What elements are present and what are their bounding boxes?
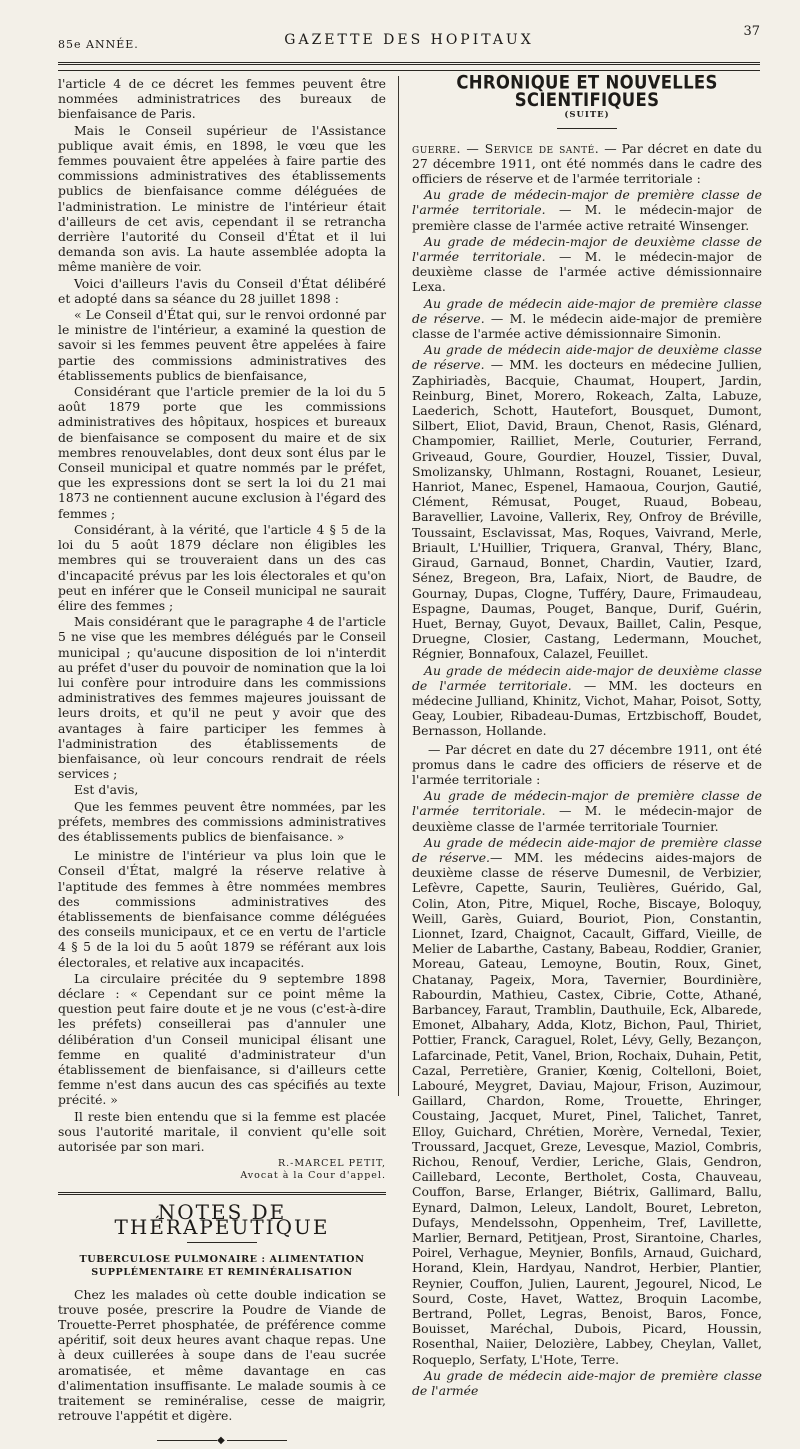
notes-section-title: NOTES DE THÉRAPEUTIQUE	[114, 1200, 330, 1240]
paragraph: Considérant que l'article premier de la loi du 5 août 1879 porte que les commissions administratives des hôpitaux, hospices et bureaux de bienfaisance se composent du maire et de six membres renouvelables, dont deux sont élus par le Conseil municipal et quatre nommés par le préfet, que les expressions dont se sert la loi du 21 mai 1873 ne contiennent aucune exclusion à l'égard des femmes ;	[58, 384, 386, 521]
entry-text: — MM. les docteurs en médecine Julliand, Khinitz, Vichot, Mahar, Poisot, Sotty, Geay, Loubier, Ribadeau-Dumas, Ertzbischoff, Boudet, Bernasson, Hollande.	[412, 677, 762, 739]
author-signature	[58, 1158, 386, 1182]
chronique-title: CHRONIQUE ET NOUVELLES SCIENTIFIQUES	[456, 71, 718, 111]
paragraph: « Le Conseil d'État qui, sur le renvoi ordonné par le ministre de l'intérieur, a examiné la question de savoir si les femmes peuvent être appelées à faire partie des commissions administratives des établissements publics de bienfaisance,	[58, 307, 386, 383]
left-column	[58, 76, 386, 1449]
entry	[412, 296, 762, 342]
entry-grade: Au grade de médecin-major de première classe de l'armée territoriale.	[412, 788, 762, 819]
paragraph: l'article 4 de ce décret les femmes peuvent être nommées administratrices des bureaux de bienfaisance de Paris.	[58, 76, 386, 122]
page-number: 37	[743, 24, 760, 39]
title-underline	[187, 1242, 257, 1243]
entry	[412, 788, 762, 834]
paragraph: Mais considérant que le paragraphe 4 de l'article 5 ne vise que les membres délégués par le Conseil municipal ; qu'aucune disposition de loi n'interdit au préfet d'user du pouvoir de nomination que la loi lui confère pour introduire dans les commissions administratives des femmes majeures jouissant de leurs droits, et qu'il ne peut y avoir que des avantages à faire participer les femmes à l'administration des établissements de bienfaisance, où leur concours rendrait de réels services ;	[58, 614, 386, 782]
paragraph: Il reste bien entendu que si la femme est placée sous l'autorité maritale, il convient qu'elle soit autorisée par son mari.	[58, 1108, 386, 1155]
title-underline	[557, 128, 617, 129]
header-rule	[58, 62, 760, 65]
paragraph: Est d'avis,	[74, 782, 139, 798]
intro-text: — Par décret en date du 27 décembre 1911, ont été nommés dans le cadre des officiers de réserve et de l'armée territoriale :	[412, 140, 762, 187]
entry-grade: Au grade de médecin aide-major de première classe de réserve.	[412, 834, 762, 865]
publication-title: GAZETTE DES HOPITAUX	[284, 32, 534, 48]
entry-text: — M. le médecin-major de première classe de l'armée active retraité Winsenger.	[412, 202, 762, 233]
entry-text: — M. le médecin aide-major de première classe de l'armée active démissionnaire Simonin.	[412, 310, 762, 342]
entry-text: — M. le médecin-major de deuxième classe de l'armée territoriale Tournier.	[412, 803, 762, 834]
entry-grade: Au grade de médecin aide-major de deuxième classe de réserve.	[412, 342, 762, 373]
paragraph: La circulaire précitée du 9 septembre 1898 déclare : « Cependant sur ce point même la question peut faire doute et je ne vous (c'est-à-dire les préfets) conseillerai pas d'annuler une délibération d'un Conseil municipal élisant une femme en qualité d'administrateur d'un établissement de bienfaisance, si d'ailleurs cette femme n'est dans aucun des cas spécifiés au texte précité. »	[58, 970, 386, 1108]
column-divider	[398, 76, 399, 1096]
paragraph: Mais le Conseil supérieur de l'Assistance publique avait émis, en 1898, le vœu que les femmes pouvaient être appelées à faire partie des commissions administratives des établissements publics de bienfaisance comme déléguées de l'administration. Le ministre de l'intérieur était d'ailleurs de cet avis, cependant il se retrancha derrière l'autorité du Conseil d'État et il lui demanda son avis. La haute assemblée adopta la même manière de voir.	[58, 122, 386, 275]
entry-text: — MM. les médecins aides-majors de deuxième classe de réserve Dumesnil, de Verbizier, Lefèvre, Capette, Saurin, Teulières, Guérido, Gal, Colin, Aton, Pitre, Miquel, Roche, Biscaye, Boloquy, Weill, Garès, Guiard, Bouriot, Pion, Constantin, Lionnet, Izard, Chaignot, Cacault, Giffard, Vieille, de Melier de Labarthe, Castany, Babeau, Roddier, Granier, Moreau, Gateau, Lemoyne, Boutin, Roux, Ginet, Chatanay, Pageix, Mora, Tavernier, Bourdinière, Rabourdin, Mathieu, Castex, Cibrie, Cotte, Athané, Barbancey, Faraut, Tramblin, Dauthuile, Eck, Albarede, Emonet, Albahary, Adda, Klotz, Bichon, Paul, Thiriet, Pottier, Franck, Caraguel, Rolet, Lévy, Gelly, Bezançon, Lafarcinade, Petit, Vanel, Brion, Rochaix, Duhain, Petit, Cazal, Perretière, Granier, Kœnig, Coltelloni, Boiet, Labouré, Meygret, Daviau, Majour, Frison, Auzimour, Gaillard, Chardon, Rome, Trouette, Ehringer, Coustaing, Jacquet, Muret, Pinel, Talichet, Tanret, Elloy, Guichard, Chrétien, Morère, Vernedal, Texier, Troussard, Jacquet, Greze, Levesque, Maziol, Combris, Richou, Renouf, Verdier, Leriche, Glais, Gendron, Caillebard, Leconte, Bertholet, Costa, Chauveau, Couffon, Barse, Erlanger, Biétrix, Gallimard, Ballu, Eynard, Dalmon, Leleux, Landolt, Bouret, Lebreton, Dufays, Mendelssohn, Oppenheim, Tref, Lavillette, Marlier, Bernard, Petitjean, Prost, Sirantoine, Charles, Poirel, Verhague, Meynier, Bonfils, Arnaud, Guichard, Horand, Klein, Hardyau, Nandrot, Herbier, Plantier, Reynier, Couffon, Julien, Laurent, Jegourel, Nicod, Le Sourd, Coste, Havet, Wattez, Broquin Lacombe, Bertrand, Pollet, Legras, Benoist, Baros, Fonce, Bouisset, Maréchal, Dubois, Picard, Houssin, Rosenthal, Naiier, Delozière, Labbey, Cheylan, Vallet, Roqueplo, Serfaty, L'Hote, Terre.	[412, 849, 762, 1367]
author-title: Avocat à la Cour d'appel.	[240, 1170, 386, 1182]
entry	[412, 663, 762, 739]
decree-paragraph: — Par décret en date du 27 décembre 1911, ont été promus dans le cadre des officiers de réserve et de l'armée territoriale :	[412, 741, 762, 787]
ornament-divider: ◆	[58, 1433, 386, 1448]
edition-year: 85e ANNÉE.	[58, 38, 139, 51]
intro-paragraph	[412, 141, 762, 187]
entry-grade: Au grade de médecin-major de deuxième classe de l'armée territoriale.	[412, 233, 762, 265]
right-column	[412, 71, 762, 1399]
entry	[412, 187, 762, 233]
page-header	[58, 22, 760, 62]
notes-subheading: TUBERCULOSE PULMONAIRE : ALIMENTATION SUPPLÉMENTAIRE ET REMINÉRALISATION	[79, 1253, 365, 1278]
author-name: R.-MARCEL PETIT,	[277, 1158, 386, 1170]
entry	[412, 1368, 762, 1398]
paragraph: Que les femmes peuvent être nommées, par les préfets, membres des commissions administratives des établissements publics de bienfaisance. »	[58, 798, 386, 844]
entry-grade: Au grade de médecin-major de première classe de l'armée territoriale.	[412, 187, 762, 218]
notes-paragraph: Chez les malades où cette double indication se trouve posée, prescrire la Poudre de Viande de Trouette-Perret phosphatée, de préférence comme apéritif, soit deux heures avant chaque repas. Une à deux cuillerées à soupe dans de l'eau sucrée aromatisée, et même davantage en cas d'alimentation insuffisante. Le malade soumis à ce traitement se reminéralise, cesse de maigrir, retrouve l'appétit et digère.	[58, 1286, 386, 1424]
entry	[412, 234, 762, 295]
section-label: guerre. — Service de santé.	[412, 140, 600, 156]
section-rule	[58, 1192, 386, 1195]
entry	[412, 835, 762, 1367]
paragraph: Le ministre de l'intérieur va plus loin que le Conseil d'État, malgré la réserve relative à l'aptitude des femmes à être nommées membres des commissions administratives des établissements de bienfaisance comme déléguées des conseils municipaux, et ce en vertu de l'article 4 § 5 de la loi du 5 août 1879 se référant aux lois électorales, et relative aux incapacités.	[58, 848, 386, 970]
entry-grade: Au grade de médecin aide-major de première classe de l'armée	[412, 1367, 762, 1399]
paragraph: Considérant, à la vérité, que l'article 4 § 5 de la loi du 5 août 1879 déclare non éligibles les membres qui se trouveraient dans un des cas d'incapacité prévus par les lois électorales et qu'on peut en inférer que le Conseil municipal ne saurait élire des femmes ;	[58, 521, 386, 613]
entry-text: — MM. les docteurs en médecine Jullien, Zaphiriadès, Bacquie, Chaumat, Houpert, Jardin, Reinburg, Binet, Morero, Rokeach, Zalta, Labuze, Laederich, Schott, Hautefort, Bousquet, Dumont, Silbert, Eliot, David, Braun, Chenot, Rasis, Glénard, Champomier, Railliet, Merle, Couturier, Ferrand, Griveaud, Goure, Gourdier, Houzel, Tissier, Duval, Smolizansky, Uhlmann, Rostagni, Rouanet, Lesieur, Hanriot, Manec, Espenel, Hamaoua, Courjon, Gautié, Clément, Rémusat, Pouget, Ruaud, Bobeau, Baravellier, Lavoine, Vallerix, Rey, Onfroy de Bréville, Toussaint, Esclavissat, Mas, Roques, Vaivrand, Merle, Briault, L'Huillier, Triquera, Granval, Théry, Blanc, Giraud, Garnaud, Bonnet, Chardin, Vautier, Izard, Sénez, Bregeon, Bra, Lafaix, Niort, de Baudre, de Gournay, Dupas, Clogne, Tufféry, Daure, Frimaudeau, Espagne, Daumas, Pouget, Banque, Durif, Guérin, Huet, Bernay, Guyot, Devaux, Baillet, Calin, Pesque, Druegne, Closier, Castang, Ledermann, Mouchet, Régnier, Bonnafoux, Calazel, Feuillet.	[412, 357, 762, 662]
entry-grade: Au grade de médecin aide-major de deuxième classe de l'armée territoriale.	[412, 662, 762, 693]
entry	[412, 342, 762, 661]
entry-text: — M. le médecin-major de deuxième classe de l'armée active démissionnaire Lexa.	[412, 249, 762, 295]
entry-grade: Au grade de médecin aide-major de première classe de réserve.	[412, 295, 762, 326]
suite-label: (SUITE)	[564, 110, 610, 121]
paragraph: Voici d'ailleurs l'avis du Conseil d'État délibéré et adopté dans sa séance du 28 juillet 1898 :	[58, 275, 386, 306]
